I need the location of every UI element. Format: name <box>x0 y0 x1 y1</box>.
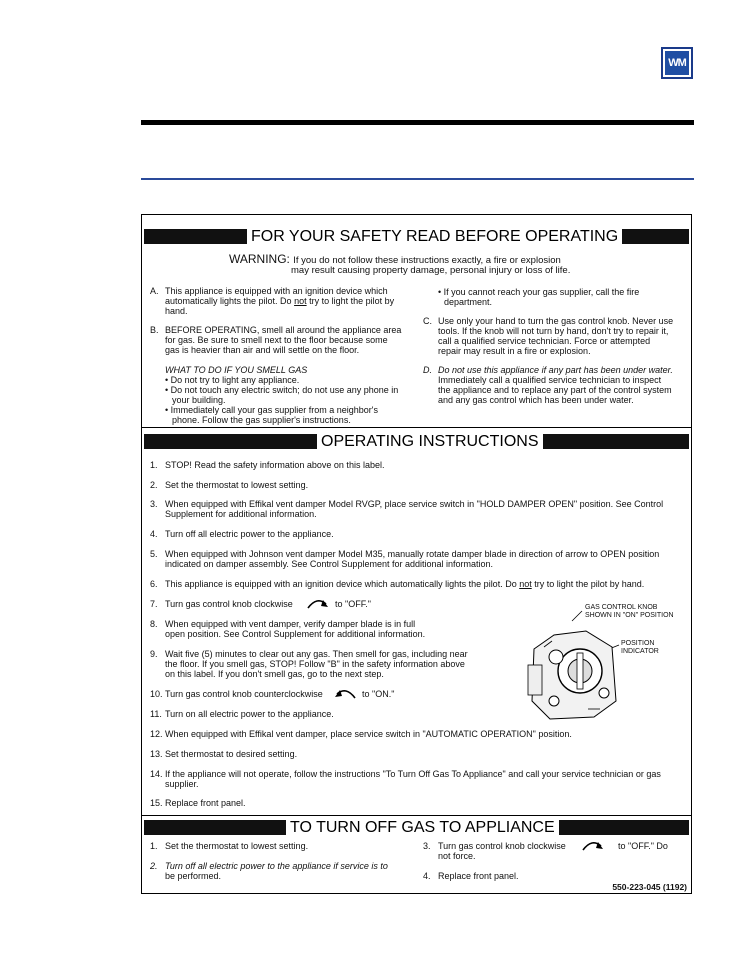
step-7-text: Turn gas control knob clockwise <box>165 599 293 609</box>
step-1-num: 1. <box>150 460 158 470</box>
step-8-text: When equipped with vent damper, verify damper blade is in full <box>165 619 416 629</box>
fig-position-label-2: INDICATOR <box>621 648 659 655</box>
section-divider <box>142 427 691 428</box>
step-6-text-b: try to light the pilot by hand. <box>531 579 645 589</box>
step-9-num: 9. <box>150 649 158 659</box>
step-1-text: STOP! Read the safety information above on this label. <box>165 460 385 470</box>
item-c-line-3: call a qualified service technician. Force or attempted <box>438 336 651 346</box>
step-8-num: 8. <box>150 619 158 629</box>
item-a-text: automatically lights the pilot. Do <box>165 296 295 306</box>
step-9-text-2: the floor. If you smell gas, STOP! Follow "B" in the safety information above <box>165 659 465 669</box>
item-a-text-end: try to light the pilot by <box>306 296 395 306</box>
step-14-text-2: supplier. <box>165 779 199 789</box>
step-5-num: 5. <box>150 549 158 559</box>
item-a-letter: A. <box>150 286 159 296</box>
smell-heading: WHAT TO DO IF YOU SMELL GAS <box>165 365 308 375</box>
turnoff-3-text-2: to "OFF." Do <box>618 841 668 851</box>
step-15-num: 15. <box>150 798 163 808</box>
smell-item-3b: phone. Follow the gas supplier's instructions. <box>172 415 351 425</box>
fig-knob-label-2: SHOWN IN "ON" POSITION <box>585 612 674 619</box>
turnoff-title: TO TURN OFF GAS TO APPLIANCE <box>286 818 559 837</box>
logo-mark: WM <box>665 51 689 75</box>
warning-text-2: may result causing property damage, personal injury or loss of life. <box>291 265 571 276</box>
gas-control-valve-illustration <box>524 605 624 725</box>
smell-item-3a: • Immediately call your gas supplier from a neighbor's <box>165 405 378 415</box>
step-13-num: 13. <box>150 749 163 759</box>
part-number: 550-223-045 (1192) <box>612 882 687 892</box>
step-13-text: Set thermostat to desired setting. <box>165 749 298 759</box>
step-3-text-2: Supplement for additional information. <box>165 509 317 519</box>
step-7-text-2: to "OFF." <box>335 599 371 609</box>
step-9-text-3: on this label. If you don't smell gas, go to the next step. <box>165 669 384 679</box>
warning-text-1: If you do not follow these instructions exactly, a fire or explosion <box>293 255 561 266</box>
turnoff-2-num: 2. <box>150 861 158 871</box>
instruction-label <box>141 214 692 894</box>
item-c-line-1: Use only your hand to turn the gas control knob. Never use <box>438 316 674 326</box>
step-15-text: Replace front panel. <box>165 798 246 808</box>
item-b-line-3: gas is heavier than air and will settle on the floor. <box>165 345 360 355</box>
turnoff-band <box>144 820 689 835</box>
item-b-line-1: BEFORE OPERATING, smell all around the appliance area <box>165 325 402 335</box>
turnoff-3-text-3: not force. <box>438 851 476 861</box>
item-a-line-2 <box>165 296 394 307</box>
step-14-text: If the appliance will not operate, follow the instructions "To Turn Off Gas To Appliance" and call your service technician or gas <box>165 769 661 779</box>
item-d-line-4: and any gas control which has been under water. <box>438 395 634 405</box>
item-b-letter: B. <box>150 325 159 335</box>
step-2-num: 2. <box>150 480 158 490</box>
turnoff-3-text: Turn gas control knob clockwise <box>438 841 566 851</box>
turnoff-4-num: 4. <box>423 871 431 881</box>
step-3-text: When equipped with Effikal vent damper Model RVGP, place service switch in "HOLD DAMPER OPEN" position. See Control <box>165 499 664 509</box>
step-11-text: Turn on all electric power to the appliance. <box>165 709 334 719</box>
safety-band <box>144 229 689 244</box>
step-9-text: Wait five (5) minutes to clear out any gas. Then smell for gas, including near <box>165 649 468 659</box>
step-6-underline: not <box>519 579 532 589</box>
step-4-num: 4. <box>150 529 158 539</box>
step-11-num: 11. <box>150 709 162 719</box>
safety-title: FOR YOUR SAFETY READ BEFORE OPERATING <box>247 227 622 246</box>
turnoff-4-text: Replace front panel. <box>438 871 519 881</box>
smell-item-4a: • If you cannot reach your gas supplier, call the fire <box>438 287 640 297</box>
turnoff-1-text: Set the thermostat to lowest setting. <box>165 841 309 851</box>
step-12-text: When equipped with Effikal vent damper, place service switch in "AUTOMATIC OPERATION" position. <box>165 729 572 739</box>
blue-rule <box>141 178 694 180</box>
item-c-letter: C. <box>423 316 432 326</box>
step-7-num: 7. <box>150 599 158 609</box>
step-12-num: 12. <box>150 729 163 739</box>
smell-item-1: • Do not try to light any appliance. <box>165 375 300 385</box>
step-10-text-2: to "ON." <box>362 689 395 699</box>
smell-item-2a: • Do not touch any electric switch; do not use any phone in <box>165 385 399 395</box>
item-d-line-1: Do not use this appliance if any part has been under water. <box>438 365 673 375</box>
step-6-text-a: This appliance is equipped with an ignition device which automatically lights the pilot. Do <box>165 579 520 589</box>
company-logo <box>661 47 693 79</box>
item-a-underline: not <box>294 296 307 306</box>
item-a-line-3: hand. <box>165 306 188 316</box>
item-d-letter: D. <box>423 365 432 375</box>
item-d-line-2: Immediately call a qualified service technician to inspect <box>438 375 662 385</box>
section-divider-2 <box>142 815 691 816</box>
item-a-line-1: This appliance is equipped with an ignition device which <box>165 286 388 296</box>
smell-item-2b: your building. <box>172 395 226 405</box>
step-10-text: Turn gas control knob counterclockwise <box>165 689 323 699</box>
item-c-line-2: tools. If the knob will not turn by hand, don't try to repair it, <box>438 326 669 336</box>
smell-item-4b: department. <box>444 297 493 307</box>
operating-band <box>144 434 689 449</box>
fig-position-label-1: POSITION <box>621 640 655 647</box>
step-2-text: Set the thermostat to lowest setting. <box>165 480 309 490</box>
counterclockwise-arrow-icon <box>332 685 358 701</box>
step-14-num: 14. <box>150 769 163 779</box>
step-3-num: 3. <box>150 499 158 509</box>
step-5-text: When equipped with Johnson vent damper Model M35, manually rotate damper blade in direction of arrow to OPEN position <box>165 549 660 559</box>
step-5-text-2: indicated on damper assembly. See Control Supplement for additional information. <box>165 559 494 569</box>
turnoff-2-text-2: be performed. <box>165 871 222 881</box>
turnoff-2-text: Turn off all electric power to the appliance if service is to <box>165 861 388 871</box>
step-10-num: 10. <box>150 689 163 699</box>
warning-label: WARNING: <box>229 252 290 266</box>
fig-knob-label-1: GAS CONTROL KNOB <box>585 604 658 611</box>
item-b-line-2: for gas. Be sure to smell next to the floor because some <box>165 335 388 345</box>
thick-rule <box>141 120 694 125</box>
turnoff-3-num: 3. <box>423 841 431 851</box>
clockwise-arrow-icon <box>305 595 331 611</box>
step-8-text-2: open position. See Control Supplement for additional information. <box>165 629 426 639</box>
step-6-num: 6. <box>150 579 158 589</box>
operating-title: OPERATING INSTRUCTIONS <box>317 432 543 451</box>
step-4-text: Turn off all electric power to the appliance. <box>165 529 334 539</box>
clockwise-arrow-icon <box>580 837 606 853</box>
item-d-line-3: the appliance and to replace any part of the control system <box>438 385 672 395</box>
turnoff-1-num: 1. <box>150 841 158 851</box>
item-c-line-4: repair may result in a fire or explosion. <box>438 346 591 356</box>
step-6-text <box>165 579 644 590</box>
